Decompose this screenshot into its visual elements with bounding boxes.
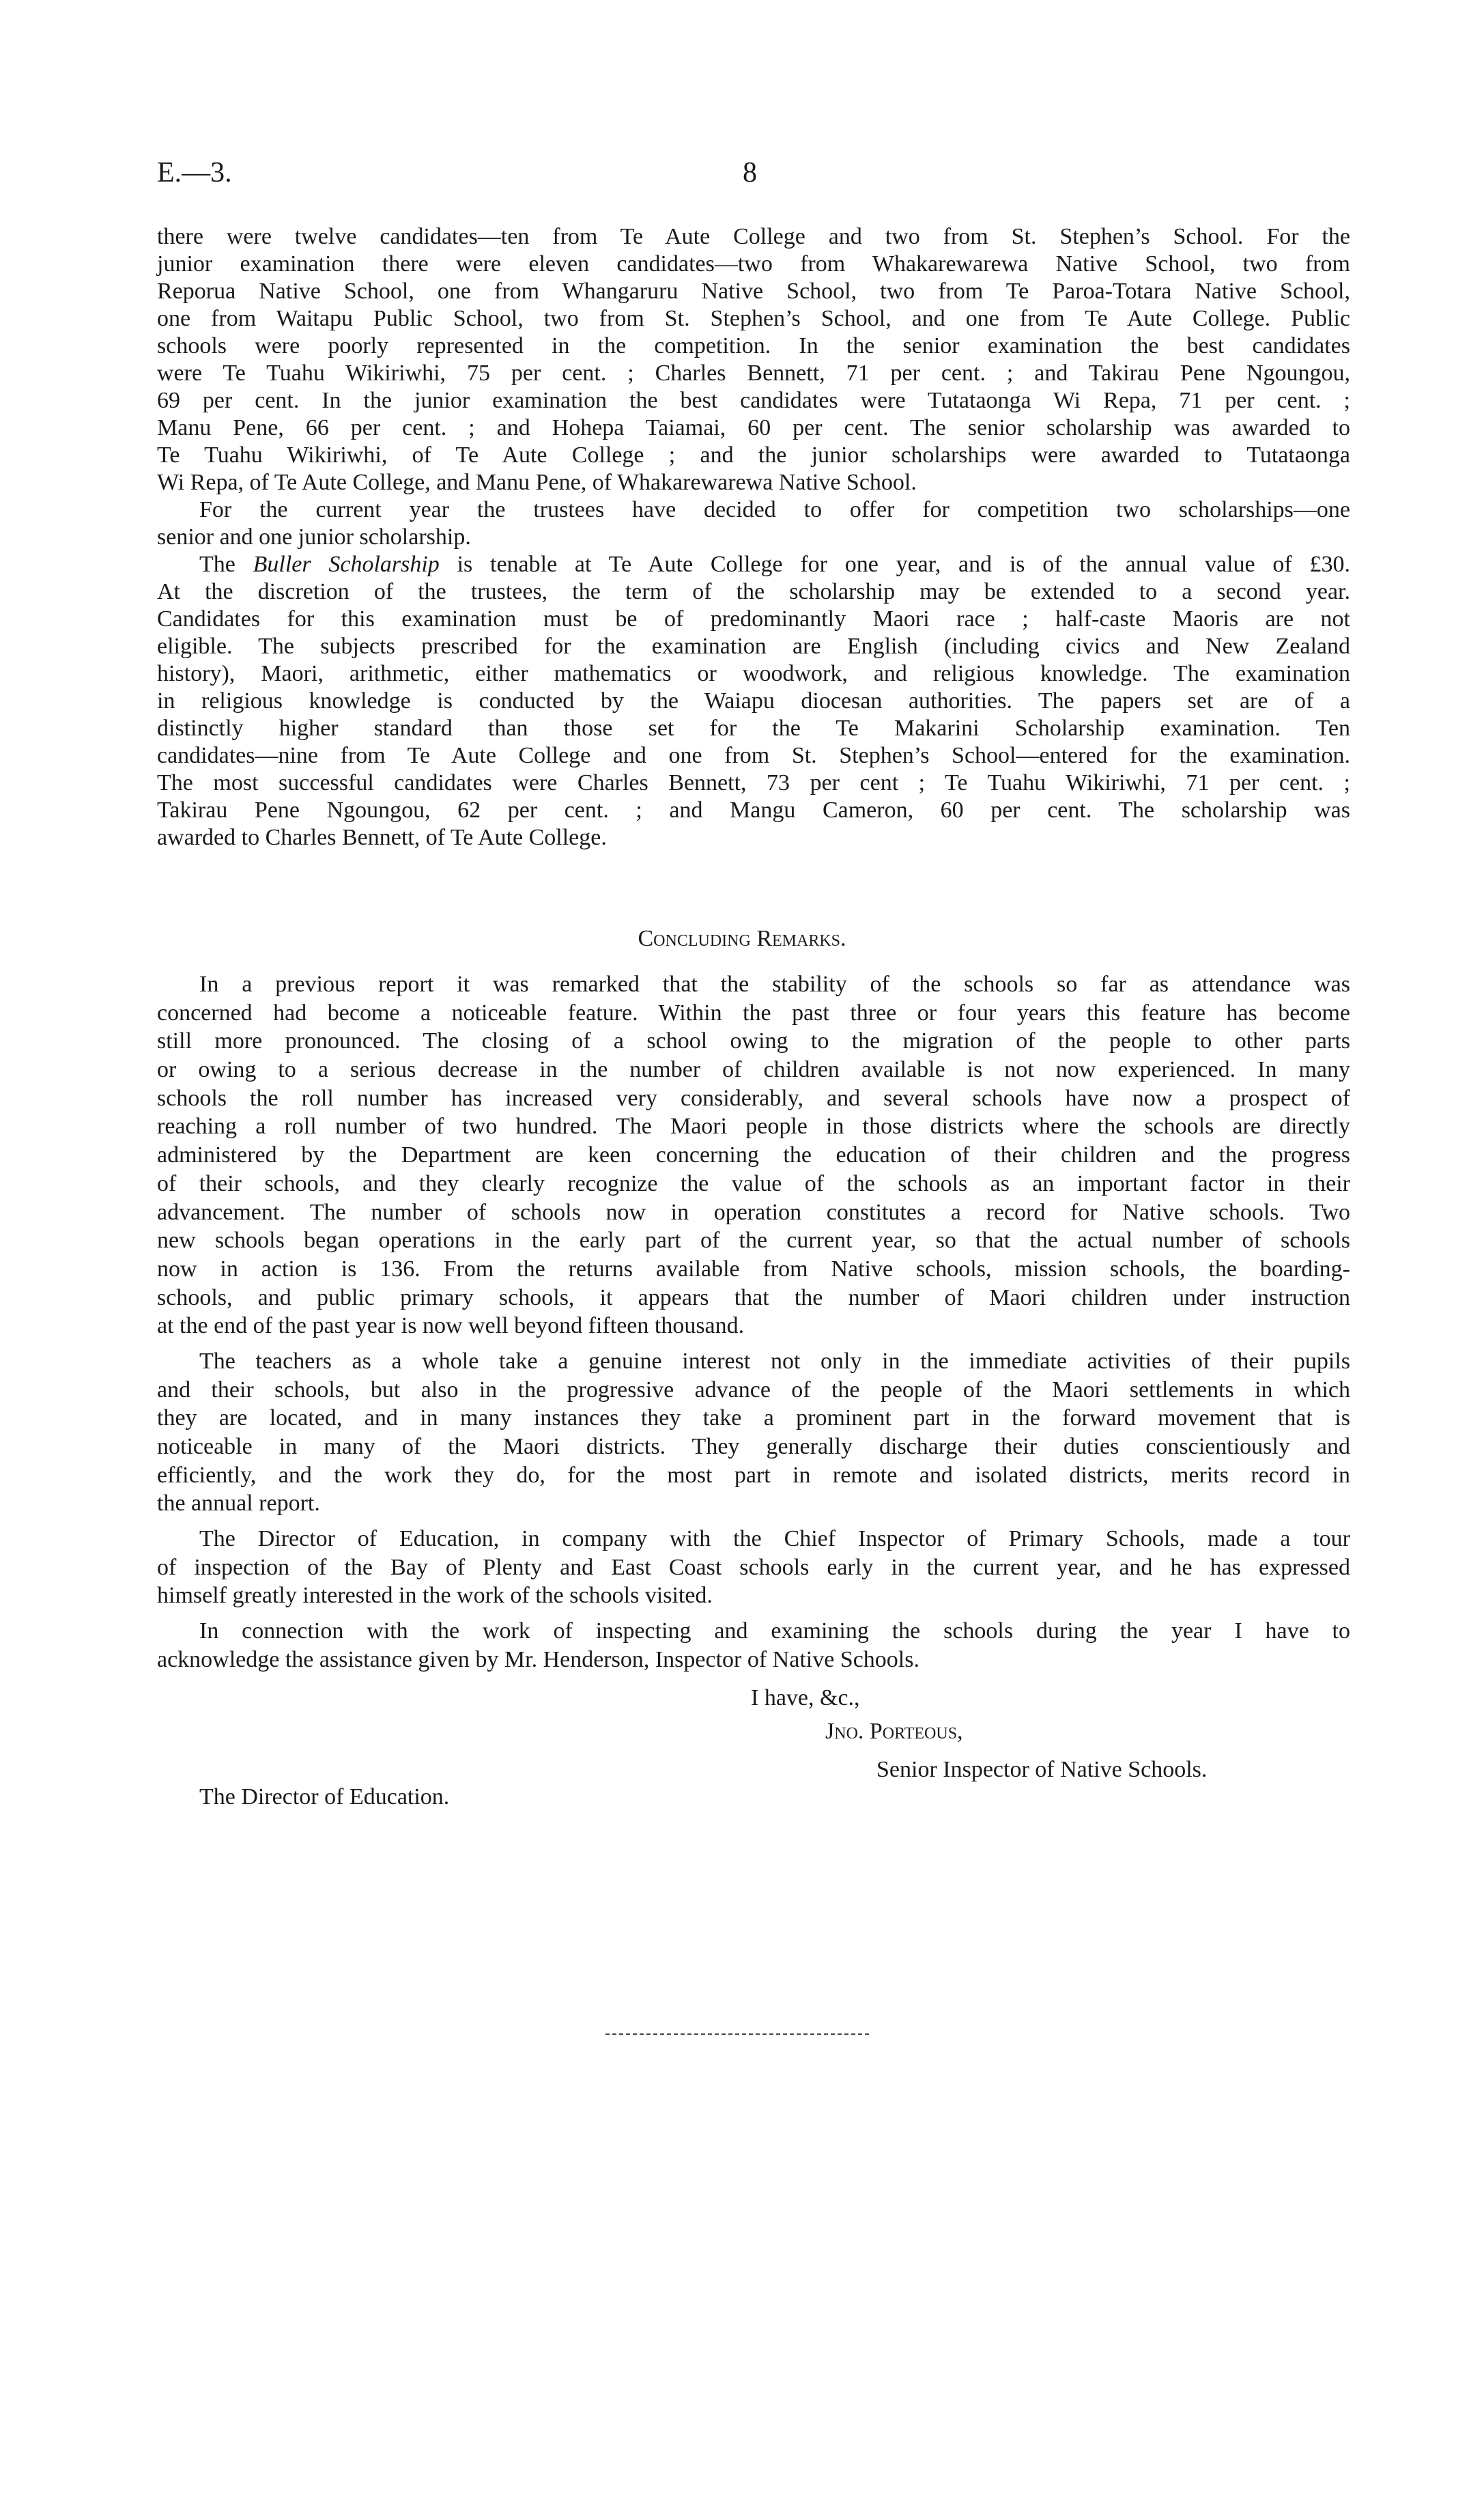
text-line: distinctly higher standard than those set for the Te Makarini Scholarship examination. Ten [157, 716, 1350, 741]
text-line: eligible. The subjects prescribed for the examination are English (including civics and New Zealand [157, 634, 1350, 659]
text-line: acknowledge the assistance given by Mr. Henderson, Inspector of Native Schools. [157, 1646, 919, 1672]
text-line: efficiently, and the work they do, for the most part in remote and isolated districts, merits record in [157, 1462, 1350, 1488]
concluding-remarks-body [157, 970, 1350, 1674]
text-line: one from Waitapu Public School, two from St. Stephen’s School, and one from Te Aute College. Public [157, 306, 1350, 331]
text-segment: The [199, 552, 253, 577]
paragraph [157, 551, 1350, 851]
text-line: Wi Repa, of Te Aute College, and Manu Pene, of Whakarewarewa Native School. [157, 470, 917, 495]
document-reference: E.—3. [157, 157, 232, 188]
text-line: there were twelve candidates—ten from Te Aute College and two from St. Stephen’s School. For the [157, 224, 1350, 249]
text-line: in religious knowledge is conducted by the Waiapu diocesan authorities. The papers set are of a [157, 688, 1350, 714]
addressee: The Director of Education. [199, 1784, 450, 1809]
text-line: Reporua Native School, one from Whangaruru Native School, two from Te Paroa-Totara Native School, [157, 279, 1350, 304]
section-heading: Concluding Remarks. [638, 926, 846, 951]
paragraph [157, 1347, 1350, 1518]
text-line: The Director of Education, in company with the Chief Inspector of Primary Schools, made a tour [199, 1526, 1350, 1552]
text-line: himself greatly interested in the work of the schools visited. [157, 1583, 713, 1609]
text-line: of inspection of the Bay of Plenty and East Coast schools early in the current year, and he has expressed [157, 1554, 1350, 1580]
text-line: still more pronounced. The closing of a school owing to the migration of the people to other parts [157, 1028, 1350, 1054]
text-line: and their schools, but also in the progressive advance of the people of the Maori settlements in which [157, 1377, 1350, 1403]
text-line: new schools began operations in the early part of the current year, so that the actual number of schools [157, 1228, 1350, 1254]
text-line: Manu Pene, 66 per cent. ; and Hohepa Taiamai, 60 per cent. The senior scholarship was awarded to [157, 415, 1350, 440]
text-segment: is tenable at Te Aute College for one year, and is of the annual value of £30. [439, 552, 1350, 577]
text-line: schools, and public primary schools, it appears that the number of Maori children under instruction [157, 1284, 1350, 1310]
text-line: history), Maori, arithmetic, either mathematics or woodwork, and religious knowledge. The examination [157, 661, 1350, 686]
text-line: concerned had become a noticeable feature. Within the past three or four years this feature has become [157, 1000, 1350, 1026]
text-line: administered by the Department are keen concerning the education of their children and the progress [157, 1142, 1350, 1168]
text-line: noticeable in many of the Maori districts. They generally discharge their duties conscientiously and [157, 1434, 1350, 1459]
text-line: For the current year the trustees have decided to offer for competition two scholarships—one [199, 497, 1350, 522]
closing-salutation: I have, &c., [751, 1685, 860, 1710]
text-line: In connection with the work of inspecting and examining the schools during the year I have to [199, 1618, 1350, 1644]
text-line: awarded to Charles Bennett, of Te Aute College. [157, 825, 607, 850]
signatory-name: Jno. Porteous, [825, 1719, 963, 1744]
text-line: At the discretion of the trustees, the term of the scholarship may be extended to a second year. [157, 579, 1350, 604]
text-line: advancement. The number of schools now in operation constitutes a record for Native schools. Two [157, 1199, 1350, 1225]
page-number: 8 [743, 157, 757, 188]
text-line: they are located, and in many instances they take a prominent part in the forward movement that is [157, 1405, 1350, 1431]
text-line: the annual report. [157, 1491, 320, 1517]
text-line: candidates—nine from Te Aute College and one from St. Stephen’s School—entered for the examination. [157, 743, 1350, 768]
text-line: or owing to a serious decrease in the number of children available is not now experienced. In many [157, 1057, 1350, 1083]
text-line: junior examination there were eleven candidates—two from Whakarewarewa Native School, two from [157, 251, 1350, 277]
text-line: of their schools, and they clearly recognize the value of the schools as an important factor in their [157, 1170, 1350, 1196]
text-line: Te Tuahu Wikiriwhi, of Te Aute College ; and the junior scholarships were awarded to Tutataonga [157, 442, 1350, 468]
text-line: reaching a roll number of two hundred. The Maori people in those districts where the schools are directly [157, 1114, 1350, 1140]
text-line: at the end of the past year is now well beyond fifteen thousand. [157, 1313, 745, 1339]
end-rule-divider [605, 2033, 869, 2035]
text-line: In a previous report it was remarked that the stability of the schools so far as attendance was [199, 972, 1350, 997]
signatory-title: Senior Inspector of Native Schools. [876, 1757, 1208, 1782]
paragraph [157, 223, 1350, 496]
paragraph [157, 1525, 1350, 1610]
paragraph [157, 1617, 1350, 1674]
text-line: Candidates for this examination must be of predominantly Maori race ; half-caste Maoris are not [157, 606, 1350, 632]
text-line: Takirau Pene Ngoungou, 62 per cent. ; and Mangu Cameron, 60 per cent. The scholarship was [157, 798, 1350, 823]
text-line: were Te Tuahu Wikiriwhi, 75 per cent. ; Charles Bennett, 71 per cent. ; and Takirau Pene Ngoungou, [157, 361, 1350, 386]
text-line [157, 551, 1350, 578]
text-line: The most successful candidates were Charles Bennett, 73 per cent ; Te Tuahu Wikiriwhi, 71 per cent. ; [157, 770, 1350, 795]
text-line: 69 per cent. In the junior examination the best candidates were Tutataonga Wi Repa, 71 per cent. ; [157, 388, 1350, 413]
scholarship-section [157, 223, 1350, 851]
paragraph [157, 970, 1350, 1340]
text-line: now in action is 136. From the returns available from Native schools, mission schools, the boarding- [157, 1256, 1350, 1282]
text-line: The teachers as a whole take a genuine interest not only in the immediate activities of their pupils [199, 1348, 1350, 1374]
paragraph [157, 496, 1350, 551]
text-line: schools the roll number has increased very considerably, and several schools have now a prospect of [157, 1085, 1350, 1111]
italic-title: Buller Scholarship [253, 552, 440, 577]
text-line: senior and one junior scholarship. [157, 524, 471, 550]
text-line: schools were poorly represented in the competition. In the senior examination the best candidates [157, 333, 1350, 358]
